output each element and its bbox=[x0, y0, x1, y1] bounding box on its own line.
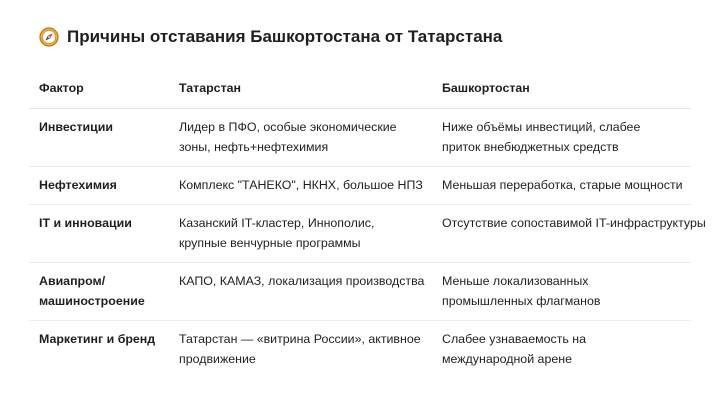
factor-cell: Инвестиции bbox=[29, 109, 169, 167]
bashkortostan-cell: Меньшая переработка, старые мощности bbox=[432, 167, 691, 205]
column-header-factor: Фактор bbox=[29, 68, 169, 109]
tatarstan-cell: Комплекс "ТАНЕКО", НКНХ, большое НПЗ bbox=[169, 167, 432, 205]
factor-cell: Нефтехимия bbox=[29, 167, 169, 205]
table-row bbox=[29, 109, 691, 167]
tatarstan-cell: КАПО, КАМАЗ, локализация производства bbox=[169, 263, 432, 321]
heading bbox=[39, 26, 502, 48]
factor-cell: IT и инновации bbox=[29, 205, 169, 263]
comparison-table bbox=[29, 68, 706, 378]
column-header-tatarstan: Татарстан bbox=[169, 68, 432, 109]
table-row bbox=[29, 321, 691, 379]
page-title: Причины отставания Башкортостана от Татарстана bbox=[67, 27, 503, 46]
factor-cell: Маркетинг и бренд bbox=[39, 332, 156, 346]
tatarstan-cell: Татарстан — «витрина России», активное продвижение bbox=[179, 332, 421, 366]
column-header-bashkortostan: Башкортостан bbox=[432, 68, 691, 109]
bashkortostan-cell: Ниже объёмы инвестиций, слабее приток внебюджетных средств bbox=[432, 109, 691, 167]
tatarstan-cell: Лидер в ПФО, особые экономические зоны, нефть+нефтехимия bbox=[169, 109, 432, 167]
bashkortostan-cell: Слабее узнаваемость на международной арене bbox=[442, 332, 586, 366]
bashkortostan-cell: Меньше локализованных промышленных флагманов bbox=[432, 263, 691, 321]
table-row bbox=[29, 263, 691, 321]
table-row bbox=[29, 167, 691, 205]
factor-cell: Авиапром/ машиностроение bbox=[29, 263, 169, 321]
compass-icon bbox=[39, 27, 59, 47]
table-row bbox=[29, 205, 691, 263]
table-header-row bbox=[29, 68, 691, 109]
bashkortostan-cell: Отсутствие сопоставимой IT-инфраструктуры bbox=[432, 205, 691, 263]
tatarstan-cell: Казанский IT-кластер, Иннополис, крупные венчурные программы bbox=[169, 205, 432, 263]
